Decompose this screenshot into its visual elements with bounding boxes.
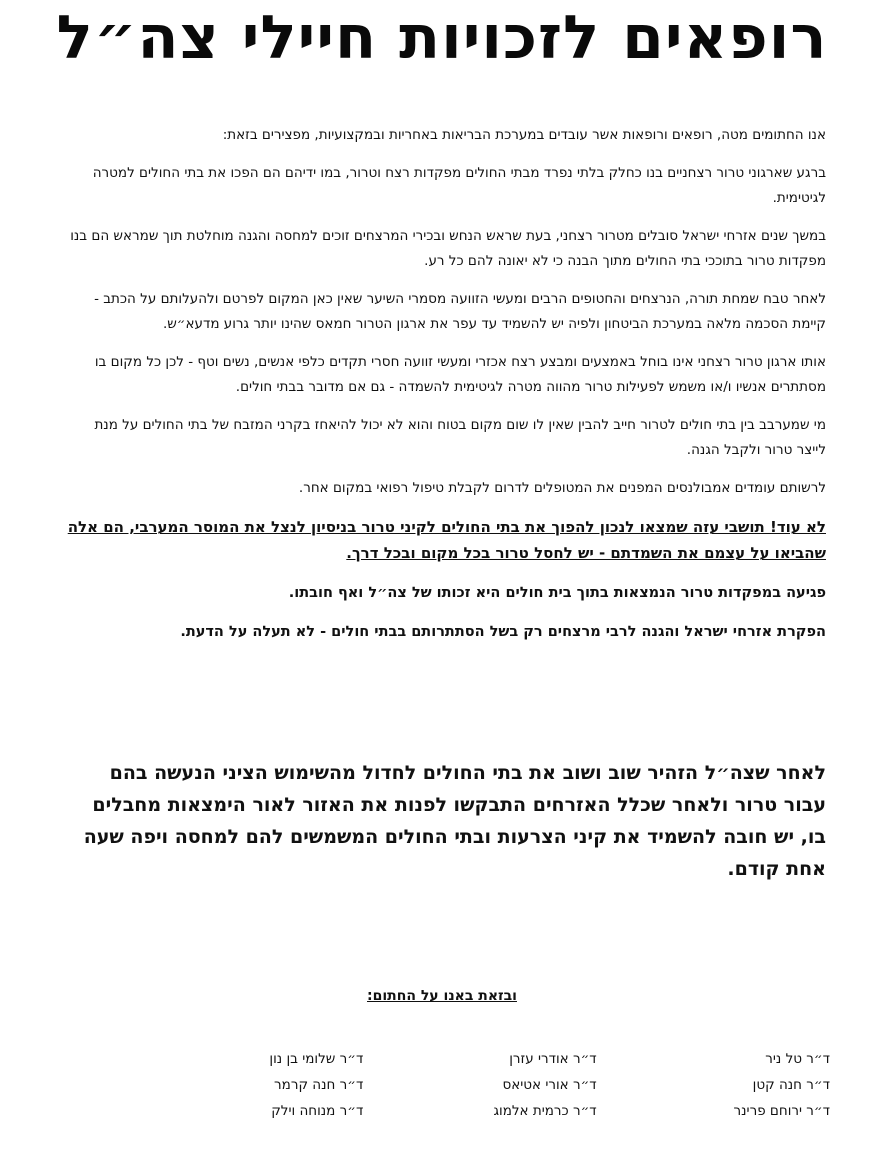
signature-name: ד״ר כרמית אלמוג bbox=[493, 1103, 597, 1119]
page-title: רופאים לזכויות חיילי צה״ל bbox=[56, 3, 828, 73]
signature-name: ד״ר שלומי בן נון bbox=[269, 1051, 364, 1067]
signature-name: ד״ר חנה קרמר bbox=[274, 1077, 364, 1093]
signature-name: ד״ר חנה קטן bbox=[752, 1077, 830, 1093]
big-paragraph: לאחר שצה״ל הזהיר שוב ושוב את בתי החולים לחדול מהשימוש הציני הנעשה בהם עבור טרור ולאחר שכלל האזרחים התבקשו לפנות את האזור לאור הימצאות מחבלים בו, יש חובה להשמיד את קיני הצרעות ובתי החולים המשמשים להם למחסה ויפה שעה אחת קודם. bbox=[83, 762, 826, 880]
signature-name: ד״ר מנוחה וילק bbox=[271, 1103, 364, 1119]
main-statement bbox=[66, 757, 826, 885]
signatures-column-2 bbox=[363, 1050, 596, 1121]
paragraph-2: במשך שנים אזרחי ישראל סובלים מטרור רצחני, בעת שראש הנחש ובכירי המרצחים זוכים למחסה והגנה מוחלטת תוך שמראש הם בנו מפקדות טרור בתוככי בתי החולים מתוך הבנה כי לא יאונה להם כל רע. bbox=[70, 228, 826, 269]
signatures-grid bbox=[130, 1050, 830, 1121]
letter-body bbox=[66, 123, 826, 658]
paragraph-5: מי שמערבב בין בתי חולים לטרור חייב להבין שאין לו שום מקום בטוח והוא לא יכול להיאחז בקרני המזבח של בתי החולים על מנת לייצר טרור ולקבל הגנה. bbox=[94, 417, 826, 458]
paragraph-6: לרשותם עומדים אמבולנסים המפנים את המטופלים לדרום לקבלת טיפול רפואי במקום אחר. bbox=[298, 480, 826, 496]
signature-name: ד״ר אורי אטיאס bbox=[502, 1077, 597, 1093]
underlined-statement: לא עוד! תושבי עזה שמצאו לנכון להפוך את בתי החולים לקיני טרור בניסיון לנצל את המוסר המערבי, הם אלה שהביאו על עצמם את השמדתם - יש לחסל טרור בכל מקום ובכל דרך. bbox=[67, 518, 826, 562]
bold-line-2: הפקרת אזרחי ישראל והגנה לרבי מרצחים רק בשל הסתתרותם בבתי חולים - לא תעלה על הדעת. bbox=[180, 624, 826, 640]
bold-line-1: פגיעה במפקדות טרור הנמצאות בתוך בית חולים היא זכותו של צה״ל ואף חובתו. bbox=[288, 585, 826, 601]
signature-name: ד״ר ירוחם פרינר bbox=[733, 1103, 830, 1119]
signatures-column-3 bbox=[130, 1050, 363, 1121]
signature-name: ד״ר אודרי עזרן bbox=[509, 1051, 597, 1067]
paragraph-4: אותו ארגון טרור רצחני אינו בוחל באמצעים ומבצע רצח אכזרי ומעשי זוועה חסרי תקדים כלפי אנשים, נשים וטף - לכן כל מקום בו מסתתרים אנשיו ו/או משמש לפעילות טרור מהווה מטרה לגיטימית להשמדה - גם אם מדובר בבתי חולים. bbox=[94, 354, 826, 395]
signature-name: ד״ר טל ניר bbox=[765, 1051, 830, 1067]
intro-paragraph: אנו החתומים מטה, רופאים ורופאות אשר עובדים במערכת הבריאות באחריות ובמקצועיות, מפצירים בזאת: bbox=[222, 127, 826, 143]
signatures-header: ובזאת באנו על החתום: bbox=[367, 988, 517, 1004]
signatures-column-1 bbox=[597, 1050, 830, 1121]
paragraph-3: לאחר טבח שמחת תורה, הנרצחים והחטופים הרבים ומעשי הזוועה מסמרי השיער שאין כאן המקום לפרטם ולהעלותם על הכתב - קיימת הסכמה מלאה במערכת הביטחון ולפיה יש להשמיד עד עפר את ארגון הטרור חמאס שהינו יותר גרוע מדעא״ש. bbox=[94, 291, 826, 332]
paragraph-1: ברגע שארגוני טרור רצחניים בנו כחלק בלתי נפרד מבתי החולים מפקדות רצח וטרור, במו ידיהם הם הפכו את בתי החולים למטרה לגיטימית. bbox=[92, 165, 826, 206]
